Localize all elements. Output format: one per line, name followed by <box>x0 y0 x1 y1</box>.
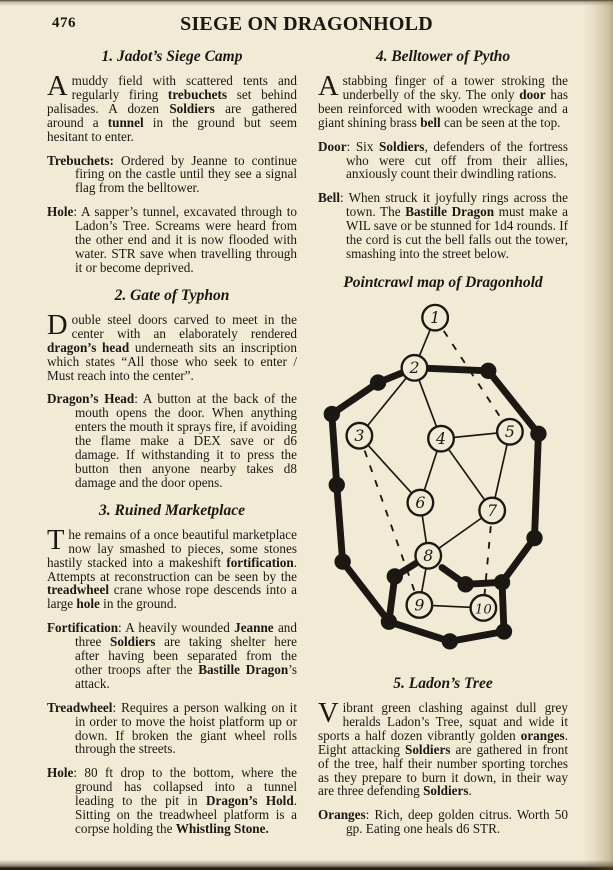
map-node-10 <box>471 595 497 621</box>
svg-text:3: 3 <box>354 426 365 446</box>
section-heading: 1. Jadot’s Siege Camp <box>101 48 243 65</box>
lead-paragraph: Astabbing finger of a tower stroking the underbelly of the sky. The only door has been reinforced with wooden wreckage and a giant shining brass bell can be seen at the top. <box>318 71 568 130</box>
wall-tower-dot <box>381 613 397 629</box>
wall-tower-dot <box>324 406 340 422</box>
wall-tower-dot <box>530 426 546 442</box>
definition-paragraph: Fortification: A heavily wounded Jeanne and three Soldiers are taking shelter here after having been separated from the other troops after the Bastille Dragon’s attack. <box>47 620 297 691</box>
definition-paragraph: Trebuchets: Ordered by Jeanne to continue firing on the castle until they see a signal flag from the belltower. <box>47 152 297 196</box>
left-column <box>47 48 297 846</box>
map-node-8 <box>415 543 441 569</box>
drop-cap: A <box>318 71 339 103</box>
map-node-9 <box>407 592 433 618</box>
wall-tower-dot <box>494 574 510 590</box>
drop-cap: D <box>47 309 68 341</box>
drop-cap: A <box>47 71 68 103</box>
wall-tower-dot <box>496 623 512 639</box>
section-heading: 3. Ruined Marketplace <box>99 501 245 519</box>
page-header <box>0 0 613 40</box>
svg-text:9: 9 <box>414 595 425 615</box>
svg-text:4: 4 <box>436 429 447 449</box>
map-node-6 <box>408 490 434 516</box>
svg-text:5: 5 <box>504 422 515 442</box>
map-title: Pointcrawl map of Dragonhold <box>343 273 543 291</box>
wall-tower-dot <box>387 568 403 584</box>
definition-paragraph: Hole: 80 ft drop to the bottom, where the ground has collapsed into a tunnel leading to the pit in Dragon’s Hold. Sitting on the treadwheel platform is a corpse holding the Whistling Stone. <box>47 765 297 837</box>
drop-cap: V <box>318 697 339 729</box>
map-node-5 <box>497 419 523 445</box>
lead-paragraph: Double steel doors carved to meet in the center with an elaborately rendered dragon’s head underneath sits an inscription which states “All those who seek to enter / Must reach into the center”. <box>47 309 297 383</box>
svg-text:10: 10 <box>474 602 492 618</box>
lead-paragraph: The remains of a once beautiful marketplace now lay smashed to pieces, some stones hastily stacked into a makeshift fortification. Attempts at reconstruction can be seen by the treadwheel crane whose rope descends into a large hole in the ground. <box>47 524 297 612</box>
definition-paragraph: Hole: A sapper’s tunnel, excavated through to Ladon’s Tree. Screams were heard from the other end and it is now flooded with water. STR save when travelling through it or become deprived. <box>47 204 297 275</box>
page-number: 476 <box>52 15 76 31</box>
svg-text:7: 7 <box>487 500 498 520</box>
wall-tower-dot <box>442 633 458 649</box>
svg-text:2: 2 <box>409 358 420 378</box>
page-edge-bottom-shadow <box>0 860 613 870</box>
wall-tower-dot <box>334 553 350 569</box>
wall-tower-dot <box>526 530 542 546</box>
two-column-layout <box>0 40 613 846</box>
section-heading: 2. Gate of Typhon <box>114 286 230 304</box>
page-title: SIEGE ON DRAGONHOLD <box>180 13 433 35</box>
section-heading: 4. Belltower of Pytho <box>375 48 511 65</box>
lead-paragraph: Vibrant green clashing against dull grey heralds Ladon’s Tree, squat and wide it sports a half dozen vibrantly golden oranges. Eight attacking Soldiers are gathered in front of the tree, half their number sporting torches as they prepare to burn it down, in their way are three defending Soldiers. <box>318 697 569 799</box>
svg-text:6: 6 <box>415 492 426 512</box>
map-node-2 <box>402 355 428 381</box>
drop-cap: T <box>47 524 65 556</box>
pointcrawl-map <box>318 297 568 663</box>
definition-paragraph: Dragon’s Head: A button at the back of the mouth opens the door. When anything enters the mouth it sprays fire, if avoiding the flame make a DEX save or d6 damage. If withstanding it to press the button then anyone nearby takes d8 damage and the door opens. <box>47 391 297 490</box>
lead-paragraph: Amuddy field with scattered tents and regularly firing trebuchets set behind palisades. A dozen Soldiers are gathered around a tunnel in the ground but seem hesitant to enter. <box>47 71 297 144</box>
map-node-7 <box>479 498 505 524</box>
wall-tower-dot <box>329 477 345 493</box>
wall-tower-dot <box>480 363 496 379</box>
map-node-1 <box>422 305 448 331</box>
definition-paragraph: Treadwheel: Requires a person walking on it in order to move the hoist platform up or down. If broken the giant wheel rolls through the streets. <box>47 699 297 757</box>
definition-paragraph: Bell: When struck it joyfully rings across the town. The Bastille Dragon must make a WIL save or be stunned for 1d4 rounds. If the cord is cut the bell falls out the tower, smashing into the street below. <box>318 190 568 262</box>
definition-paragraph: Oranges: Rich, deep golden citrus. Worth 50 gp. Eating one heals d6 STR. <box>318 807 568 837</box>
svg-text:1: 1 <box>430 307 441 327</box>
wall-tower-dot <box>370 374 386 390</box>
right-column <box>318 48 568 846</box>
definition-paragraph: Door: Six Soldiers, defenders of the fortress who were cut off from their allies, anxiously count their dwindling rations. <box>318 138 568 182</box>
svg-text:8: 8 <box>423 546 434 566</box>
map-node-3 <box>347 423 373 449</box>
wall-tower-dot <box>457 576 473 592</box>
section-heading: 5. Ladon’s Tree <box>393 674 493 692</box>
map-node-4 <box>428 426 454 452</box>
